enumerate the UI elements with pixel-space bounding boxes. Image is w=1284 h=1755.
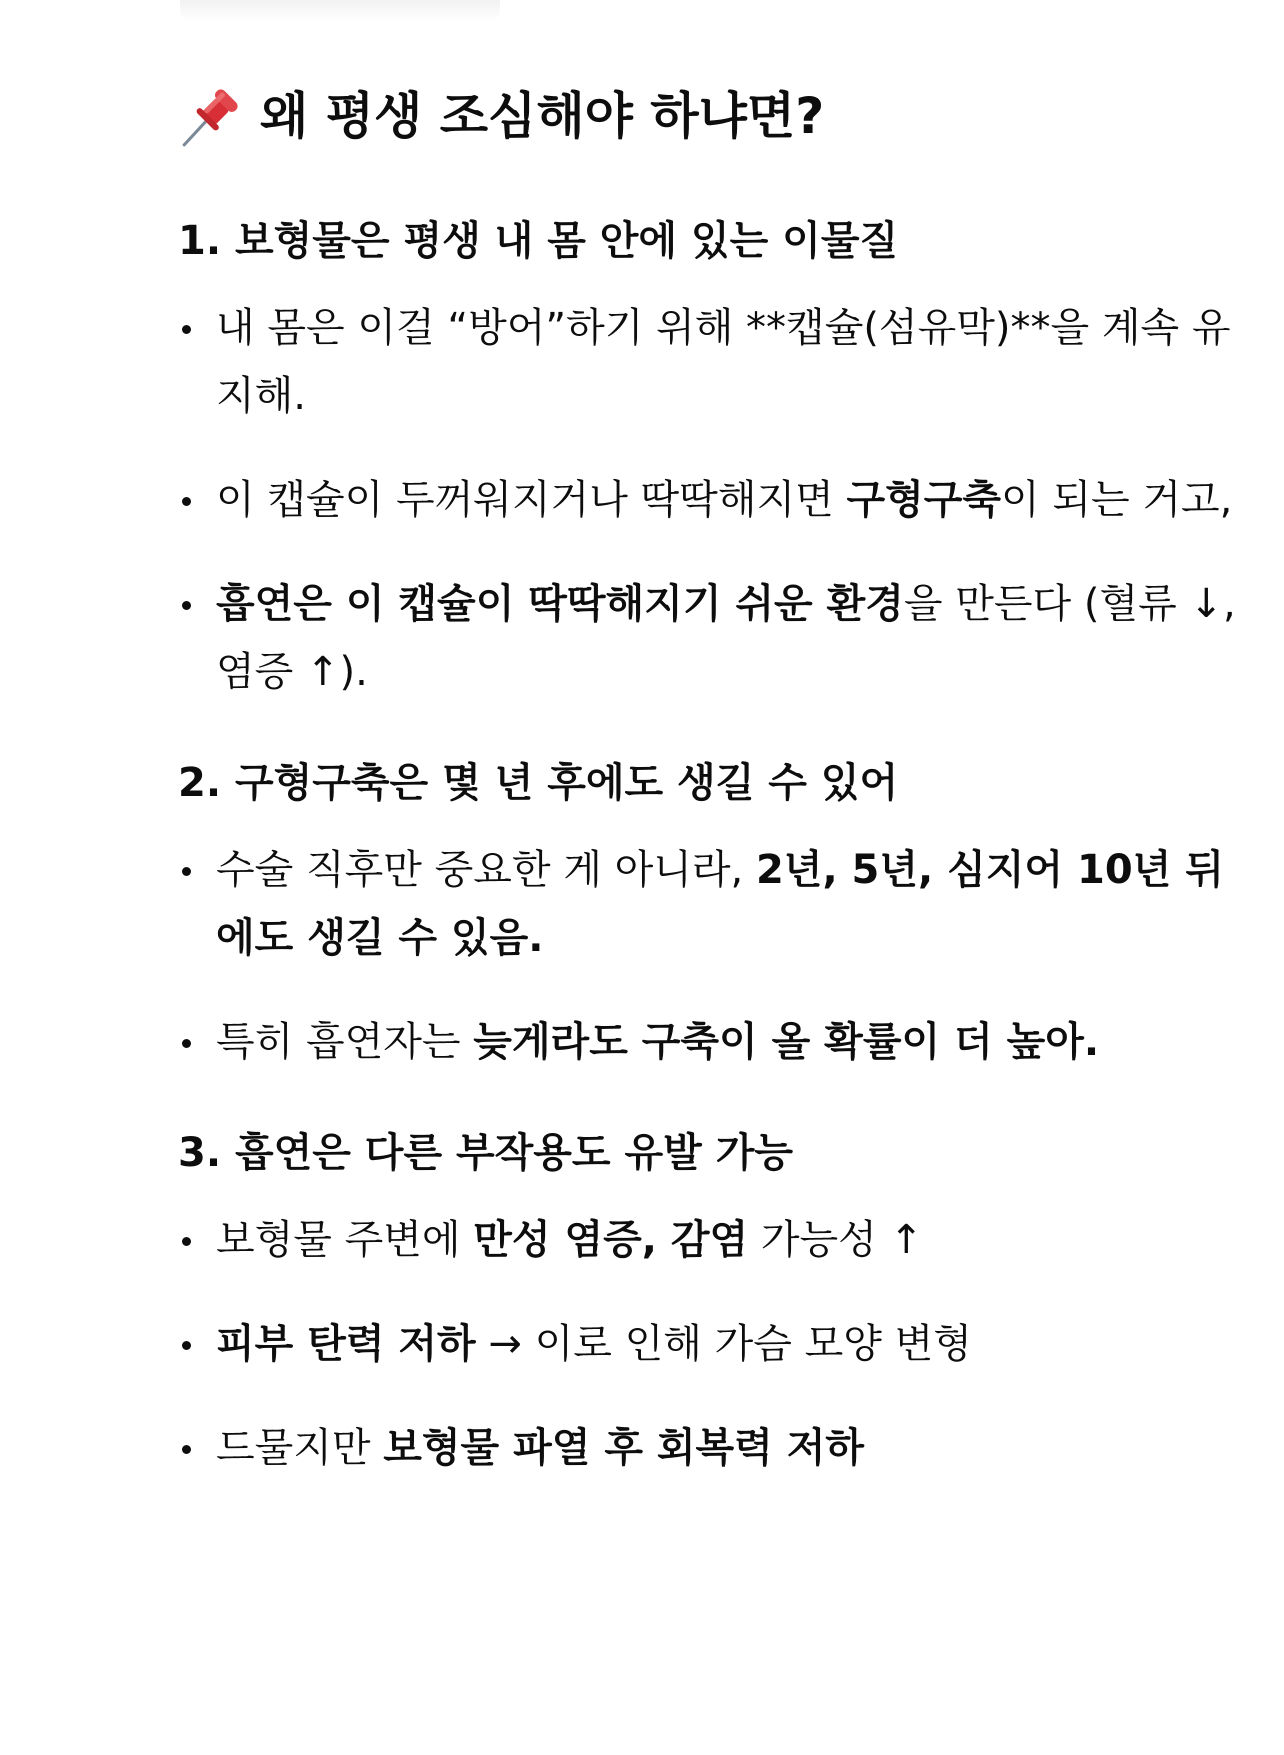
item-text: 특히 흡연자는	[216, 1019, 474, 1065]
item-text-bold: 만성 염증, 감염	[473, 1217, 749, 1263]
item-text: 가능성 ↑	[748, 1217, 924, 1263]
item-text: 을 만든다 (혈류 ↓, 염증 ↑).	[216, 581, 1236, 695]
item-text-bold: 피부 탄력 저하	[216, 1321, 476, 1367]
pushpin-icon	[178, 83, 244, 149]
item-text: 보형물 주변에	[216, 1217, 474, 1263]
section-title: 2. 구형구축은 몇 년 후에도 생길 수 있어	[178, 760, 899, 806]
item-text: 내 몸은 이걸 “방어”하기 위해 **캡슐(섬유막)**을 계속 유지해.	[216, 305, 1231, 419]
message-content	[178, 80, 1238, 1482]
bullet-dot	[182, 601, 191, 610]
bullet-dot	[182, 1237, 191, 1246]
item-text-bold: 늦게라도 구축이 올 확률이 더 높아.	[473, 1019, 1100, 1065]
bullet-dot	[182, 867, 191, 876]
bullet-dot	[182, 1039, 191, 1048]
list-item	[178, 1206, 1238, 1274]
section-3	[178, 1126, 1238, 1482]
item-text: 이 캡슐이 두꺼워지거나 딱딱해지면	[216, 477, 847, 523]
bullet-list	[178, 836, 1238, 1076]
item-text: 드물지만	[216, 1425, 384, 1471]
item-text-bold: 구형구축	[846, 477, 1002, 523]
bullet-list	[178, 1206, 1238, 1482]
bullet-dot	[182, 1445, 191, 1454]
item-text: 이 되는 거고,	[1001, 477, 1233, 523]
bullet-dot	[182, 1341, 191, 1350]
section-2	[178, 756, 1238, 1076]
list-item	[178, 1008, 1238, 1076]
item-text-bold: 보형물 파열 후 회복력 저하	[383, 1425, 865, 1471]
list-item	[178, 1310, 1238, 1378]
page-title-text: 왜 평생 조심해야 하냐면?	[260, 87, 825, 145]
section-title: 1. 보형물은 평생 내 몸 안에 있는 이물질	[178, 218, 899, 264]
scroll-fade	[180, 0, 500, 22]
item-text-bold: 2년, 5년, 심지어 10년 뒤에도 생길 수 있음.	[216, 847, 1224, 961]
bullet-dot	[182, 325, 191, 334]
list-item	[178, 570, 1238, 706]
list-item	[178, 836, 1238, 972]
bullet-list	[178, 294, 1238, 706]
list-item	[178, 466, 1238, 534]
list-item	[178, 294, 1238, 430]
item-text: 수술 직후만 중요한 게 아니라,	[216, 847, 756, 893]
item-text: → 이로 인해 가슴 모양 변형	[475, 1321, 972, 1367]
section-1	[178, 214, 1238, 706]
list-item	[178, 1414, 1238, 1482]
item-text-bold: 흡연은 이 캡슐이 딱딱해지기 쉬운 환경	[216, 581, 904, 627]
bullet-dot	[182, 497, 191, 506]
section-title: 3. 흡연은 다른 부작용도 유발 가능	[178, 1130, 793, 1176]
page-title	[178, 80, 1238, 152]
